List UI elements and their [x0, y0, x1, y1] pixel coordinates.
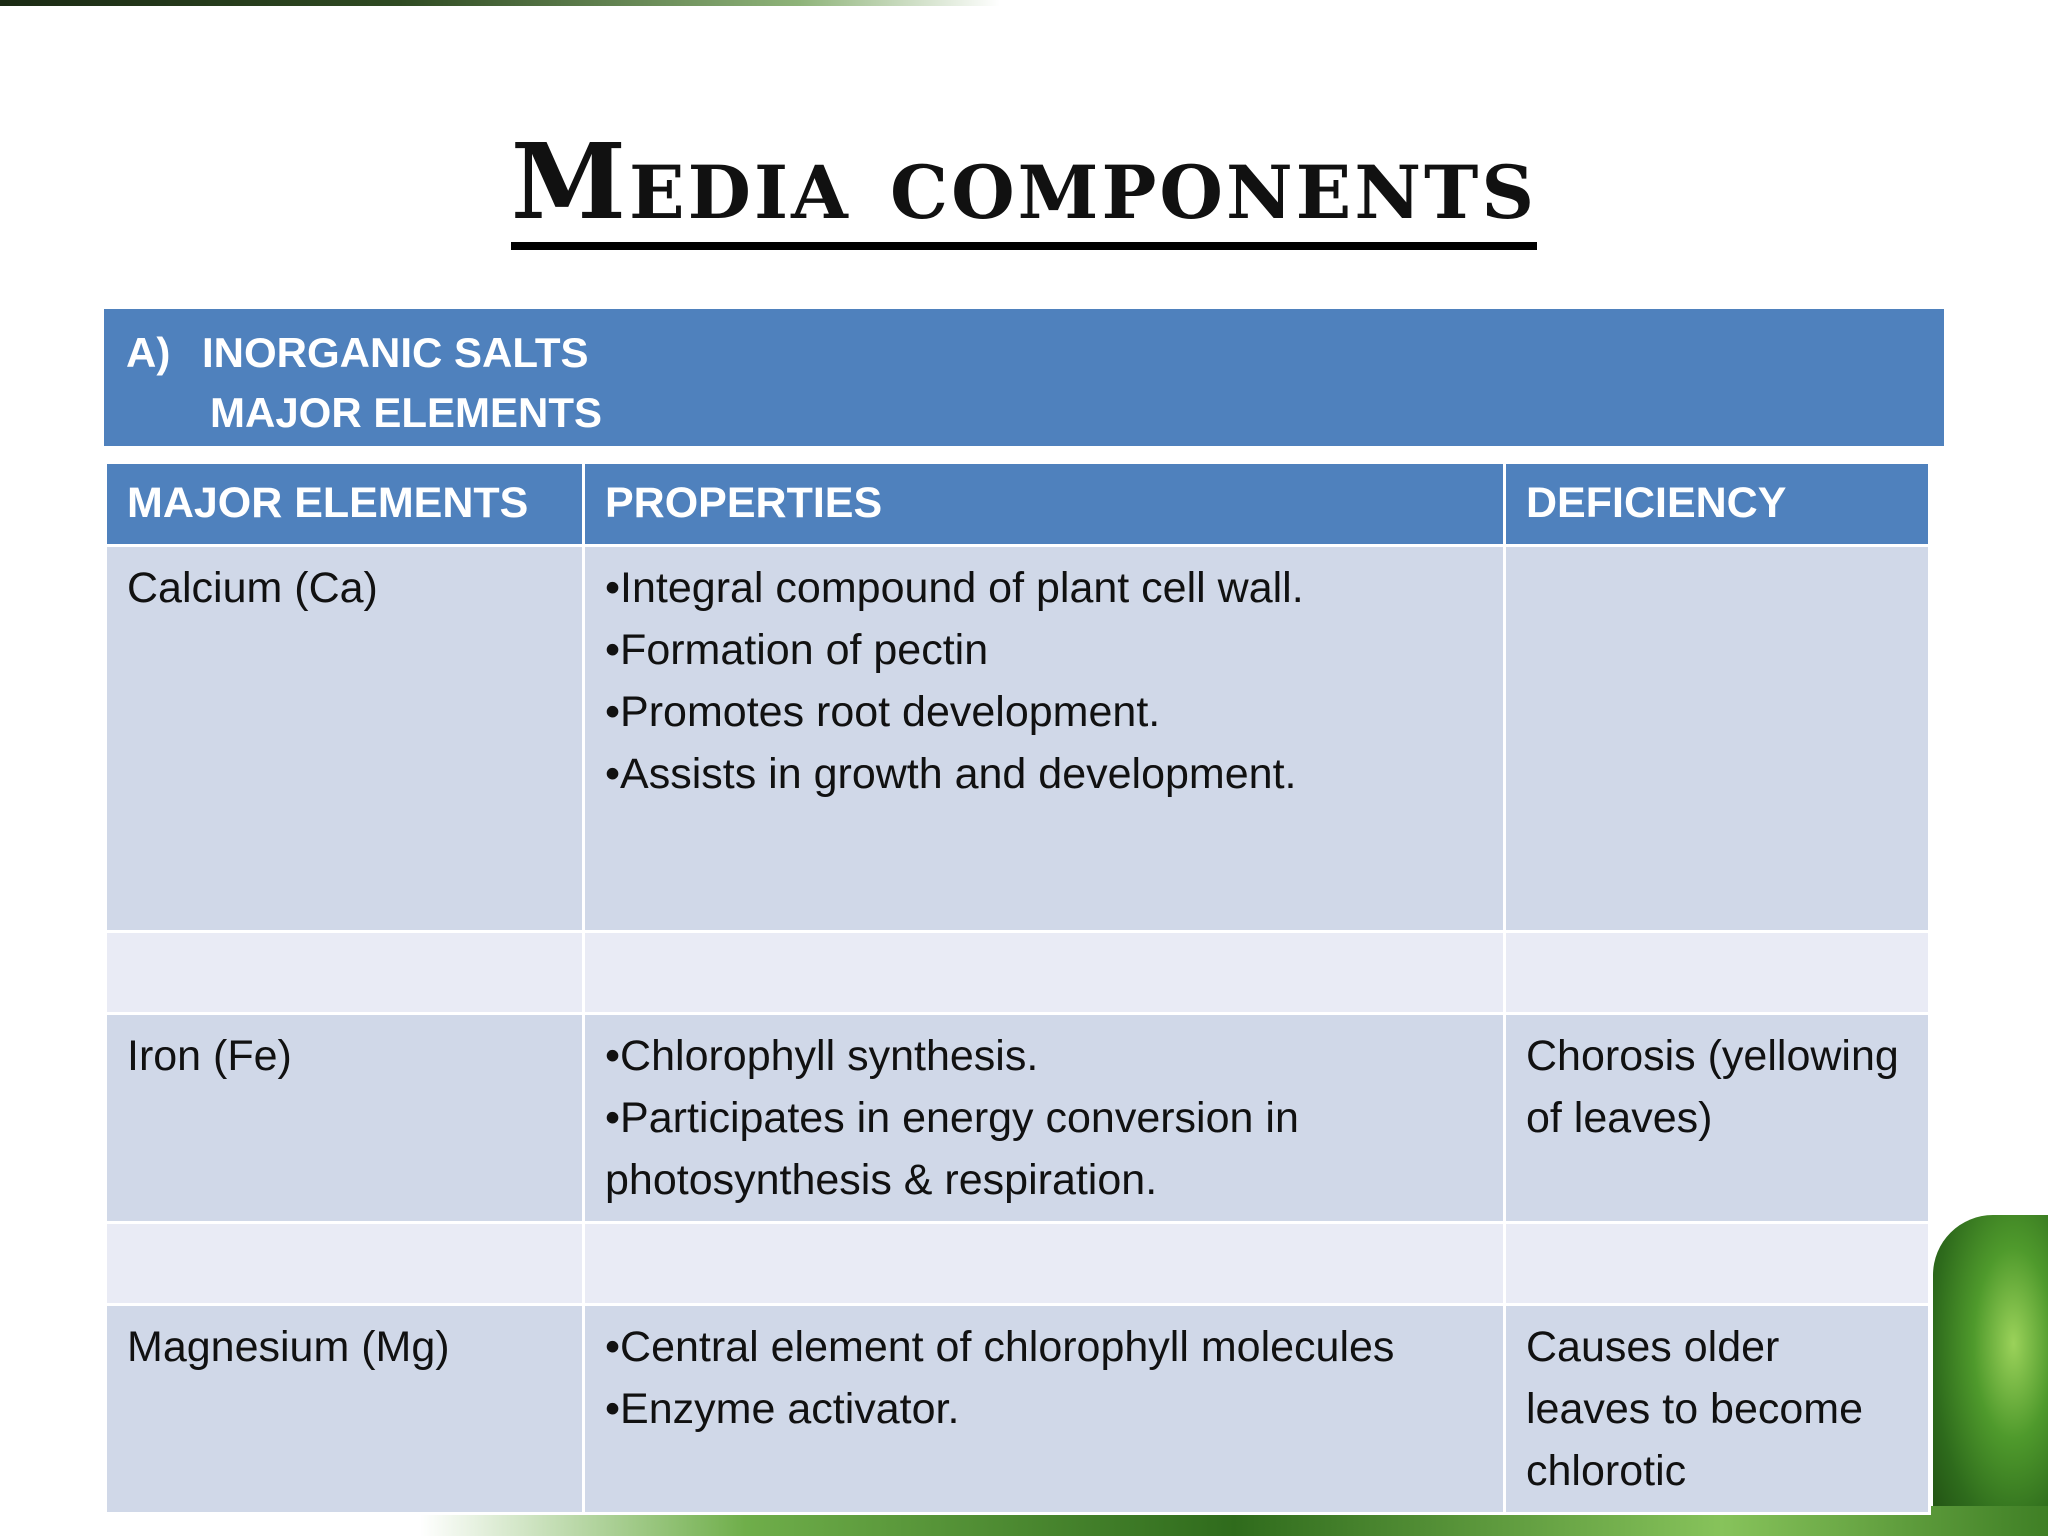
property-item: •Participates in energy conversion in photosynthesis & respiration.: [605, 1094, 1299, 1204]
table-row: [106, 546, 1930, 932]
column-header-element: MAJOR ELEMENTS: [106, 463, 584, 546]
property-item: •Integral compound of plant cell wall.: [605, 564, 1304, 612]
table-row: [106, 1014, 1930, 1223]
column-header-deficiency: DEFICIENCY: [1505, 463, 1930, 546]
property-item: •Central element of chlorophyll molecules: [605, 1323, 1395, 1371]
decorative-top-stripe: [0, 0, 1000, 6]
properties-cell: [584, 1305, 1505, 1514]
spacer-cell: [584, 1223, 1505, 1305]
leaf-decoration-right: [1933, 1215, 2048, 1536]
element-cell: Calcium (Ca): [106, 546, 584, 932]
properties-cell: [584, 1014, 1505, 1223]
slide-title: Media components: [511, 130, 1537, 250]
table-row: [106, 1305, 1930, 1514]
spacer-cell: [106, 932, 584, 1014]
table-header-row: [106, 463, 1930, 546]
property-item: •Chlorophyll synthesis.: [605, 1032, 1039, 1080]
properties-cell: [584, 546, 1505, 932]
section-header-line-1: [126, 323, 1922, 383]
spacer-row: [106, 1223, 1930, 1305]
property-item: •Formation of pectin: [605, 626, 989, 674]
spacer-cell: [1505, 932, 1930, 1014]
major-elements-table: [104, 461, 1931, 1515]
spacer-cell: [1505, 1223, 1930, 1305]
section-subtitle: MAJOR ELEMENTS: [210, 389, 603, 436]
section-header: [104, 309, 1944, 446]
element-cell: Iron (Fe): [106, 1014, 584, 1223]
section-title: INORGANIC SALTS: [202, 329, 589, 376]
spacer-row: [106, 932, 1930, 1014]
property-item: •Promotes root development.: [605, 688, 1161, 736]
spacer-cell: [584, 932, 1505, 1014]
deficiency-cell: Causes older leaves to become chlorotic: [1505, 1305, 1930, 1514]
deficiency-cell: Chorosis (yellowing of leaves): [1505, 1014, 1930, 1223]
property-item: •Assists in growth and development.: [605, 750, 1297, 798]
section-label: A): [126, 329, 171, 376]
slide-title-container: [0, 120, 2048, 250]
deficiency-cell: [1505, 546, 1930, 932]
column-header-properties: PROPERTIES: [584, 463, 1505, 546]
property-item: •Enzyme activator.: [605, 1385, 960, 1433]
spacer-cell: [106, 1223, 584, 1305]
element-cell: Magnesium (Mg): [106, 1305, 584, 1514]
